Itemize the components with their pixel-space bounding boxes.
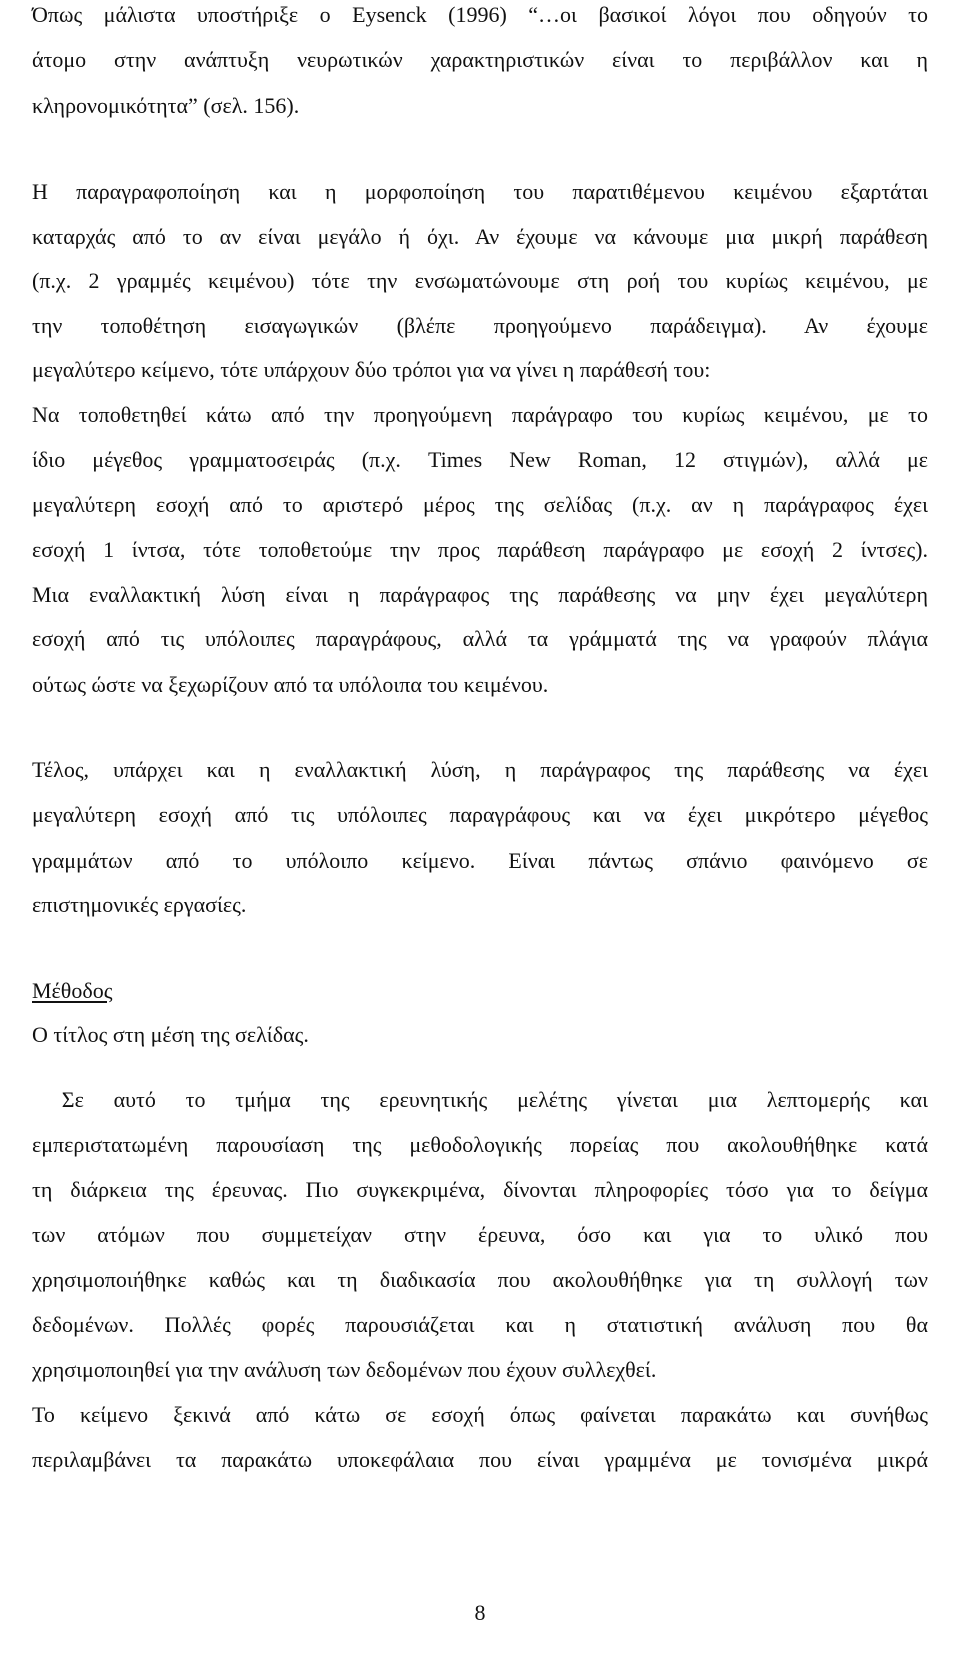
paragraph-2-line-3: (π.χ. 2 γραμμές κειμένου) τότε την ενσωματώνουμε στη ροή του κυρίως κειμένου, με <box>32 268 928 293</box>
paragraph-2-line-4: την τοποθέτηση εισαγωγικών (βλέπε προηγούμενο παράδειγμα). Αν έχουμε <box>32 313 928 338</box>
section-paragraph-1-line-5: χρησιμοποιήθηκε καθώς και τη διαδικασία που ακολουθήθηκε για τη συλλογή των <box>32 1267 928 1292</box>
paragraph-3-line-1: Τέλος, υπάρχει και η εναλλακτική λύση, η παράγραφος της παράθεσης να έχει <box>32 757 928 782</box>
section-paragraph-1-line-3: τη διάρκεια της έρευνας. Πιο συγκεκριμένα, δίνονται πληροφορίες τόσο για το δείγμα <box>32 1177 928 1202</box>
section-paragraph-1-line-4: των ατόμων που συμμετείχαν στην έρευνα, όσο και για το υλικό που <box>32 1222 928 1247</box>
paragraph-1-line-3: κληρονομικότητα” (σελ. 156). <box>32 93 300 118</box>
paragraph-1-line-1: Όπως μάλιστα υποστήριξε ο Eysenck (1996) “…οι βασικοί λόγοι που οδηγούν το <box>32 2 928 27</box>
paragraph-2-line-7: ίδιο μέγεθος γραμματοσειράς (π.χ. Times New Roman, 12 στιγμών), αλλά με <box>32 447 928 472</box>
section-paragraph-1-line-7: χρησιμοποιηθεί για την ανάλυση των δεδομένων που έχουν συλλεχθεί. <box>32 1357 657 1382</box>
paragraph-2-line-2: καταρχάς από το αν είναι μεγάλο ή όχι. Αν έχουμε να κάνουμε μια μικρή παράθεση <box>32 224 928 249</box>
paragraph-3-line-4: επιστημονικές εργασίες. <box>32 892 247 917</box>
section-paragraph-2-line-2: περιλαμβάνει τα παρακάτω υποκεφάλαια που είναι γραμμένα με τονισμένα μικρά <box>32 1447 928 1472</box>
paragraph-2-line-6: Να τοποθετηθεί κάτω από την προηγούμενη παράγραφο του κυρίως κειμένου, με το <box>32 402 928 427</box>
paragraph-3-line-2: μεγαλύτερη εσοχή από τις υπόλοιπες παραγράφους και να έχει μικρότερο μέγεθος <box>32 802 928 827</box>
paragraph-2-line-8: μεγαλύτερη εσοχή από το αριστερό μέρος της σελίδας (π.χ. αν η παράγραφος έχει <box>32 492 928 517</box>
paragraph-2-line-12: ούτως ώστε να ξεχωρίζουν από τα υπόλοιπα του κειμένου. <box>32 672 549 697</box>
section-paragraph-1-line-1: Σε αυτό το τμήμα της ερευνητικής μελέτης γίνεται μια λεπτομερής και <box>32 1087 928 1112</box>
paragraph-3-line-3: γραμμάτων από το υπόλοιπο κείμενο. Είναι πάντως σπάνιο φαινόμενο σε <box>32 848 928 873</box>
section-note: Ο τίτλος στη μέση της σελίδας. <box>32 1022 309 1047</box>
section-paragraph-1-line-6: δεδομένων. Πολλές φορές παρουσιάζεται και η στατιστική ανάλυση που θα <box>32 1312 928 1337</box>
page-number: 8 <box>474 1600 486 1625</box>
section-heading: Μέθοδος <box>32 978 113 1003</box>
paragraph-2-line-10: Μια εναλλακτική λύση είναι η παράγραφος της παράθεσης να μην έχει μεγαλύτερη <box>32 582 928 607</box>
paragraph-2-line-11: εσοχή από τις υπόλοιπες παραγράφους, αλλά τα γράμματά της να γραφούν πλάγια <box>32 626 928 651</box>
paragraph-2-line-9: εσοχή 1 ίντσα, τότε τοποθετούμε την προς παράθεση παράγραφο με εσοχή 2 ίντσες). <box>32 537 928 562</box>
paragraph-1-line-2: άτομο στην ανάπτυξη νευρωτικών χαρακτηριστικών είναι το περιβάλλον και η <box>32 47 928 72</box>
section-paragraph-2-line-1: Το κείμενο ξεκινά από κάτω σε εσοχή όπως φαίνεται παρακάτω και συνήθως <box>32 1402 928 1427</box>
section-paragraph-1-line-2: εμπεριστατωμένη παρουσίαση της μεθοδολογικής πορείας που ακολουθήθηκε κατά <box>32 1132 928 1157</box>
paragraph-2-line-5: μεγαλύτερο κείμενο, τότε υπάρχουν δύο τρόποι για να γίνει η παράθεσή του: <box>32 357 711 382</box>
paragraph-2-line-1: Η παραγραφοποίηση και η μορφοποίηση του παρατιθέμενου κειμένου εξαρτάται <box>32 179 928 204</box>
